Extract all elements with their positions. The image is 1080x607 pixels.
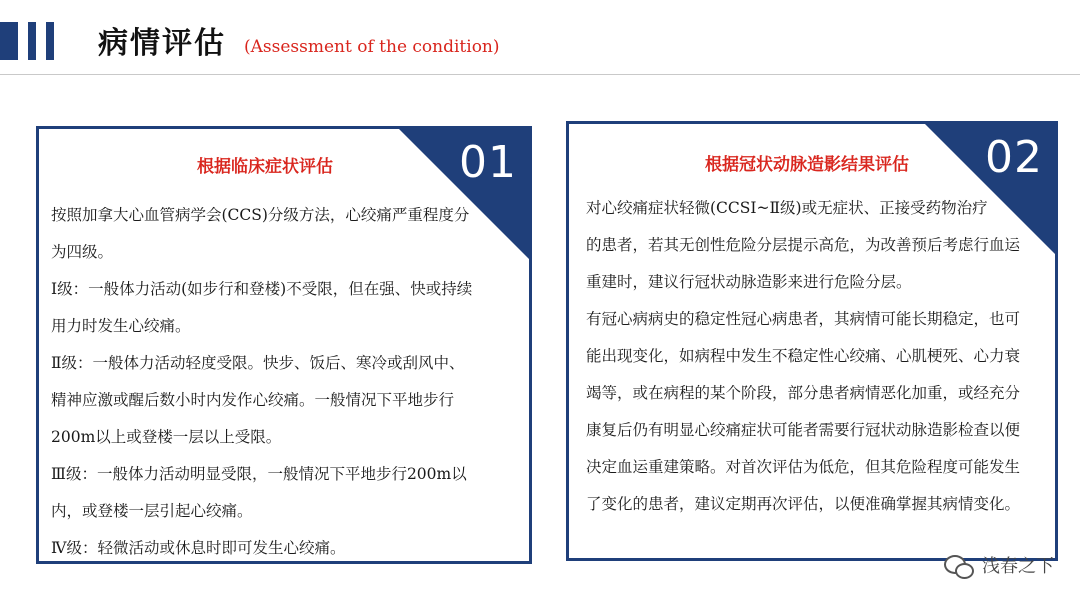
- body-line: 对心绞痛症状轻微(CCSI~Ⅱ级)或无症状、正接受药物治疗: [586, 199, 988, 217]
- grade-3-line: Ⅲ级：一般体力活动明显受限，一般情况下平地步行200m以: [51, 465, 467, 483]
- body-line: 竭等，或在病程的某个阶段，部分患者病情恶化加重，或经充分: [586, 384, 1021, 402]
- grade-2-line: Ⅱ级：一般体力活动轻度受限。快步、饭后、寒冷或刮风中、: [51, 354, 465, 372]
- card-heading: 根据临床症状评估: [197, 157, 333, 177]
- card-body: [586, 190, 1020, 523]
- body-line: 用力时发生心绞痛。: [51, 317, 191, 335]
- body-line: 决定血运重建策略。对首次评估为低危，但其危险程度可能发生: [586, 458, 1021, 476]
- card-heading: 根据冠状动脉造影结果评估: [705, 155, 909, 175]
- clinical-assessment-card: [36, 126, 532, 564]
- body-line: 了变化的患者，建议定期再次评估，以便准确掌握其病情变化。: [586, 495, 1021, 513]
- body-line: 有冠心病病史的稳定性冠心病患者，其病情可能长期稳定，也可: [586, 310, 1021, 328]
- grade-1-line: I级：一般体力活动(如步行和登楼)不受限，但在强、快或持续: [51, 280, 473, 298]
- watermark-text: 浅春之下: [982, 556, 1054, 577]
- wechat-icon: [944, 555, 974, 579]
- grade-4-line: Ⅳ级：轻微活动或休息时即可发生心绞痛。: [51, 539, 346, 557]
- watermark: [944, 555, 1054, 579]
- body-line: 的患者，若其无创性危险分层提示高危，为改善预后考虑行血运: [586, 236, 1021, 254]
- card-number: 02: [985, 132, 1043, 183]
- body-line: 康复后仍有明显心绞痛症状可能者需要行冠状动脉造影检查以便: [586, 421, 1021, 439]
- body-line: 能出现变化，如病程中发生不稳定性心绞痛、心肌梗死、心力衰: [586, 347, 1021, 365]
- card-number: 01: [459, 137, 517, 188]
- header-divider: [0, 74, 1080, 75]
- card-body: [51, 197, 472, 564]
- angiography-assessment-card: [566, 121, 1058, 561]
- body-line: 按照加拿大心血管病学会(CCS)分级方法，心绞痛严重程度分: [51, 206, 470, 224]
- title-bars-decoration: [0, 22, 80, 60]
- body-line: 重建时，建议行冠状动脉造影来进行危险分层。: [586, 273, 912, 291]
- body-line: 精神应激或醒后数小时内发作心绞痛。一般情况下平地步行: [51, 391, 455, 409]
- page-subtitle: (Assessment of the condition): [244, 37, 500, 57]
- body-line: 为四级。: [51, 243, 114, 261]
- body-line: 200m以上或登楼一层以上受限。: [51, 428, 282, 446]
- page-title: 病情评估: [98, 26, 226, 61]
- body-line: 内，或登楼一层引起心绞痛。: [51, 502, 253, 520]
